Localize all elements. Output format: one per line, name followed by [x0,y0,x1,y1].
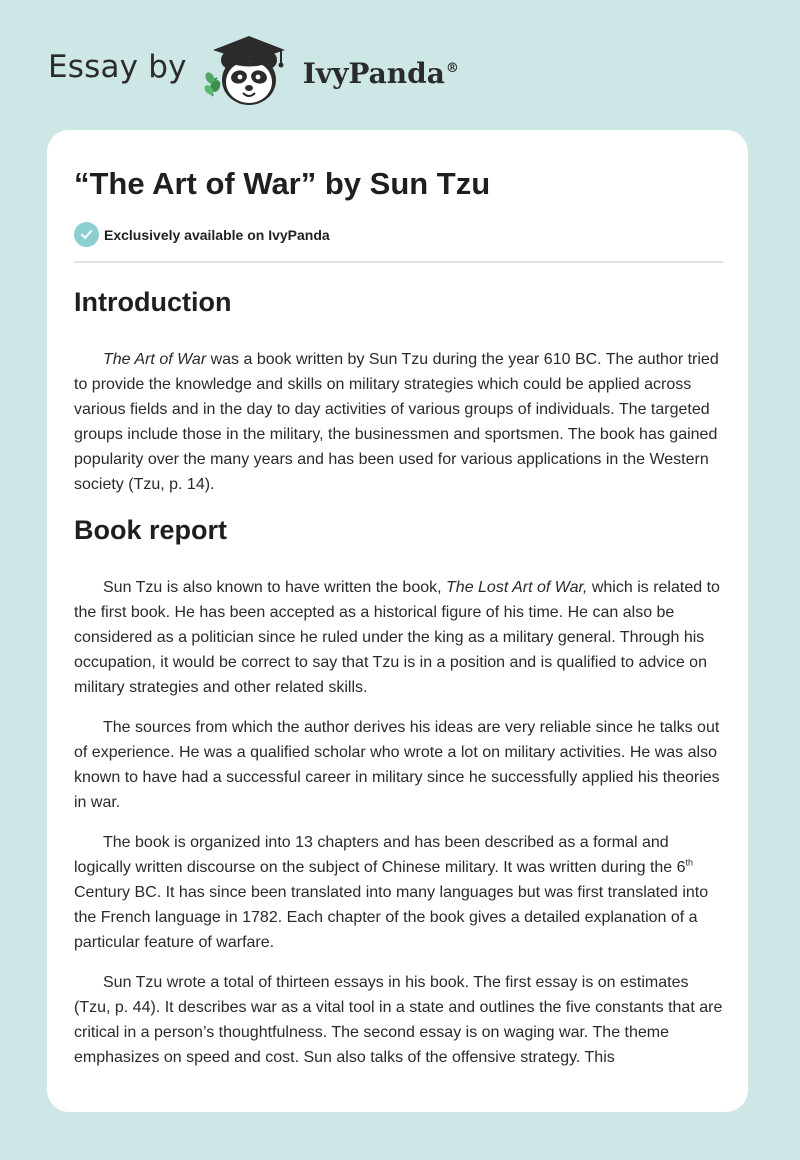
paragraph-report-1 [74,575,724,700]
brand-prefix: Essay by [48,49,187,85]
book-title-italic: The Lost Art of War, [446,579,588,596]
paragraph-text: Century BC. It has since been translated into many languages but was first translated into the French language in 1782. Each chapter of the book gives a detailed explanation of a particular feature of warfare. [74,884,709,951]
site-header [48,30,459,110]
exclusive-badge-text: Exclusively available on IvyPanda [104,226,330,243]
paragraph-report-3 [74,830,724,955]
title-divider [74,261,723,263]
brand-name-text: IvyPanda [302,56,445,90]
section-heading-book-report: Book report [74,515,228,545]
brand-registered-mark: ® [445,61,459,77]
ordinal-superscript: th [685,857,694,868]
panda-logo-icon[interactable] [201,30,297,110]
paragraph-report-2: The sources from which the author derives his ideas are very reliable since he talks out of experience. He was a qualified scholar who wrote a lot on military activities. He was also known to have had a successful career in military since he successfully applied his theories in war. [74,719,720,811]
paragraph-text: Sun Tzu is also known to have written the book, [103,579,447,596]
paragraph-intro-1 [74,347,724,497]
book-title-italic: The Art of War [103,351,207,368]
essay-body [74,276,724,1070]
paragraph-text: was a book written by Sun Tzu during the year 610 BC. The author tried to provide the knowledge and skills on military strategies which could be applied across various fields and in the day to day activities of various groups of individuals. The targeted groups include those in the military, the businessmen and sportsmen. The book has gained popularity over the many years and has been used for various applications in the Western society (Tzu, p. 14). [74,351,719,493]
brand-name[interactable] [303,57,459,90]
section-heading-introduction: Introduction [74,287,232,317]
paragraph-text: which is related to the first book. He has been accepted as a historical figure of his time. He can also be considered as a politician since he ruled under the king as a military general. Through his occupation, it would be correct to say that Tzu is in a position and is qualified to advice on military strategies and other related skills. [74,579,720,696]
paragraph-text: The book is organized into 13 chapters and has been described as a formal and logically written discourse on the subject of Chinese military. It was written during the 6 [74,834,686,876]
exclusive-badge [74,222,330,247]
paragraph-report-4: Sun Tzu wrote a total of thirteen essays in his book. The first essay is on estimates (Tzu, p. 44). It describes war as a vital tool in a state and outlines the five constants that are critical in a person’s thoughtfulness. The second essay is on waging war. The theme emphasizes on speed and cost. Sun also talks of the offensive strategy. This [74,974,723,1066]
checkmark-icon [74,222,99,247]
essay-card [47,130,748,1112]
essay-title: “The Art of War” by Sun Tzu [74,166,491,201]
